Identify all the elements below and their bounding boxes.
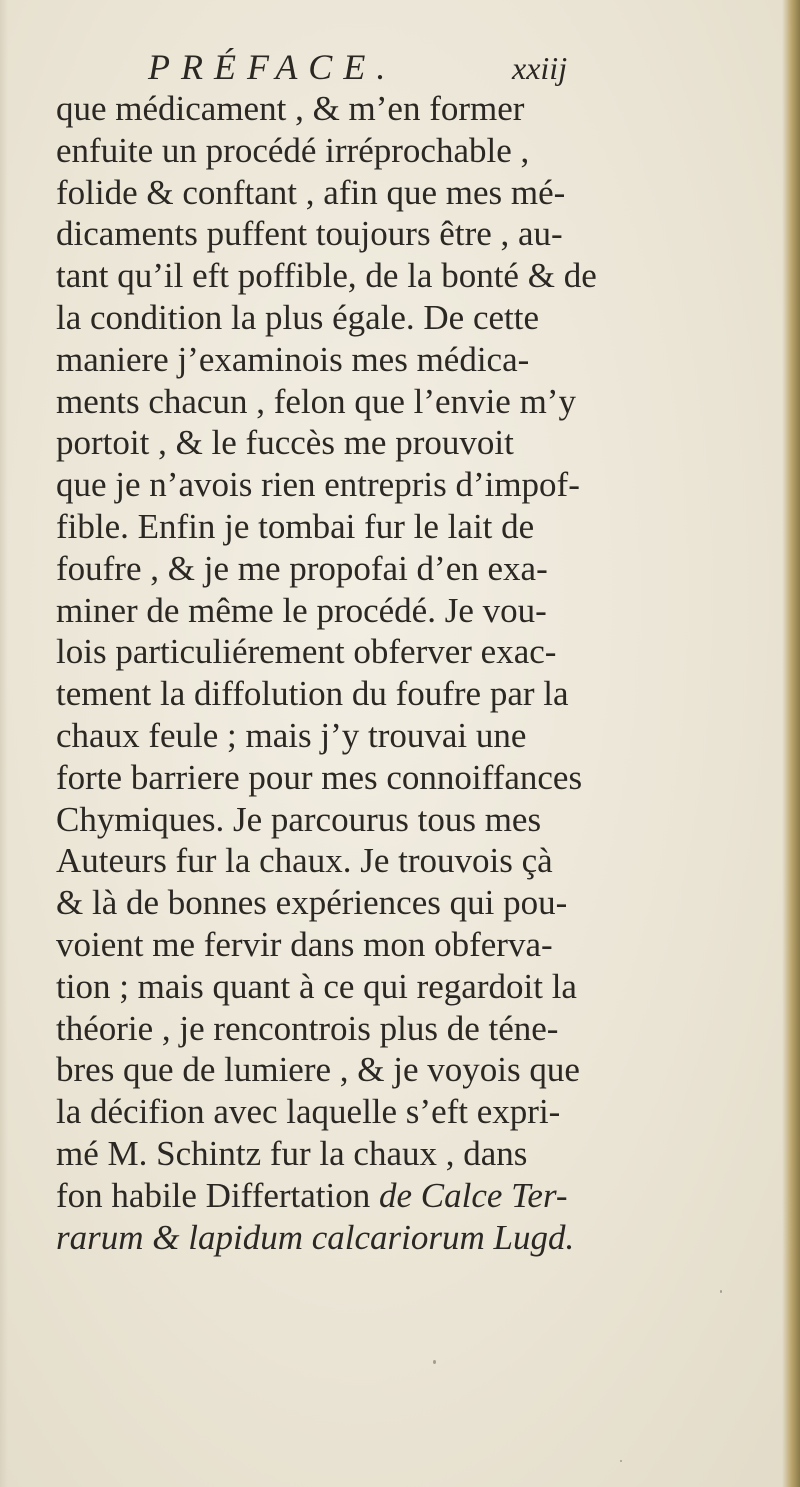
text-line: dicaments puffent toujours être , au- (56, 214, 563, 254)
text-line: portoit , & le fuccès me prouvoit (56, 423, 514, 463)
text-line: fible. Enfin je tombai fur le lait de (56, 506, 535, 546)
text-line: forte barriere pour mes connoiffances (56, 757, 583, 797)
text-line: ments chacun , felon que l’envie m’y (56, 381, 576, 421)
text-line: voient me fervir dans mon obferva- (56, 924, 553, 964)
text-line: que je n’avois rien entrepris d’impof- (56, 465, 580, 505)
text-segment: fon habile Differtation (56, 1175, 371, 1215)
text-line: Auteurs fur la chaux. Je trouvois çà (56, 841, 553, 881)
italic-place-segment: Lugd. (493, 1217, 575, 1257)
text-line: tant qu’il eft poffible, de la bonté & de (56, 256, 597, 296)
text-line: la décifion avec laquelle s’eft expri- (56, 1092, 561, 1132)
text-line: & là de bonnes expériences qui pou- (56, 883, 568, 923)
paper-speck (433, 1360, 436, 1364)
text-line: que médicament , & m’en former (56, 89, 525, 128)
italic-title-segment: de Calce Ter- (379, 1175, 568, 1215)
page-number: xxiij (512, 50, 568, 86)
page-left-edge (0, 0, 8, 1487)
text-line: foufre , & je me propofai d’en exa- (56, 548, 548, 588)
text-line: enfuite un procédé irréprochable , (56, 130, 530, 170)
text-line: maniere j’examinois mes médica- (56, 339, 530, 379)
text-line-with-italic (56, 1175, 776, 1217)
paper-speck (620, 1460, 622, 1462)
text-line-with-italic (56, 1217, 776, 1259)
text-line: la condition la plus égale. De cette (56, 297, 540, 337)
text-line: tion ; mais quant à ce qui regardoit la (56, 966, 577, 1006)
running-title: PRÉFACE. (148, 47, 397, 87)
text-line: miner de même le procédé. Je vou- (56, 590, 547, 630)
text-line: bres que de lumiere , & je voyois que (56, 1050, 580, 1090)
page-header (0, 44, 800, 94)
text-line: tement la diffolution du foufre par la (56, 674, 569, 714)
page-binding-shadow (782, 0, 800, 1487)
text-line: mé M. Schintz fur la chaux , dans (56, 1133, 528, 1173)
text-line: chaux feule ; mais j’y trouvai une (56, 715, 527, 755)
body-text (56, 88, 776, 1258)
text-line: théorie , je rencontrois plus de téne- (56, 1008, 559, 1048)
text-line: folide & conftant , afin que mes mé- (56, 172, 566, 212)
italic-title-segment: rarum & lapidum calcariorum (56, 1217, 485, 1257)
paper-speck (720, 1290, 722, 1293)
text-line: Chymiques. Je parcourus tous mes (56, 799, 542, 839)
text-line: lois particuliérement obferver exac- (56, 632, 557, 672)
